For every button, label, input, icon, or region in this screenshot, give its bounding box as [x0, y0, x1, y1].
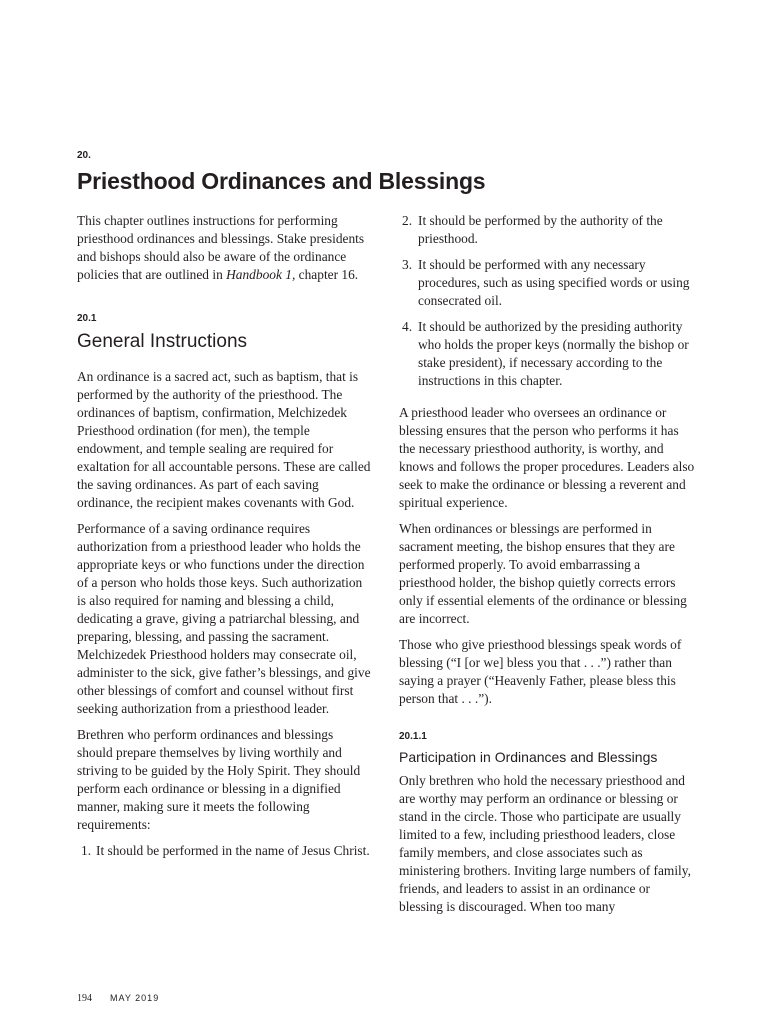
body-paragraph: Performance of a saving ordinance requires authorization from a priesthood leader who holds the appropriate keys or who functions under the direction of a person who holds those keys. Such authorization is also required for naming and blessing a child, dedicating a grave, giving a patriarchal blessing, and preparing, blessing, and passing the sacrament. Melchizedek Priesthood holders may consecrate oil, administer to the sick, give father’s blessings, and give other blessings of comfort and counsel without first seeking authorization from a priesthood leader. [77, 521, 371, 716]
body-paragraph: A priesthood leader who oversees an ordinance or blessing ensures that the person who performs it has the necessary priesthood authority, is worthy, and knows and follows the proper procedures. Leaders also seek to make the ordinance or blessing a reverent and spiritual experience. [399, 405, 695, 510]
requirements-list-continued [399, 212, 696, 390]
chapter-number: 20. [77, 150, 91, 161]
chapter-title: Priesthood Ordinances and Blessings [77, 168, 486, 194]
list-item [399, 256, 696, 310]
requirements-list [77, 842, 371, 860]
list-number: 3. [402, 257, 413, 272]
subsection-number: 20.1.1 [399, 731, 427, 742]
list-number: 1. [81, 843, 92, 858]
section-number: 20.1 [77, 313, 97, 324]
list-item-text: It should be performed with any necessary procedures, such as using specified words or using consecrated oil. [418, 257, 690, 308]
body-paragraph: Only brethren who hold the necessary priesthood and are worthy may perform an ordinance or blessing or stand in the circle. Those who participate are usually limited to a few, including priesthood leaders, close family members, and close associates such as ministering brothers. Inviting large numbers of family, friends, and leaders to assist in an ordinance or blessing is discouraged. When too many [399, 773, 691, 914]
list-number: 4. [402, 319, 413, 334]
body-paragraph: When ordinances or blessings are performed in sacrament meeting, the bishop ensures that they are performed properly. To avoid embarrassing a priesthood holder, the bishop quietly corrects errors only if essential elements of the ordinance or blessing are incorrect. [399, 521, 687, 626]
list-item [77, 842, 371, 860]
list-item-text: It should be performed by the authority of the priesthood. [418, 213, 663, 246]
left-column [77, 212, 371, 868]
body-paragraph: An ordinance is a sacred act, such as baptism, that is performed by the authority of the priesthood. The ordinances of baptism, confirmation, Melchizedek Priesthood ordination (for men), the temple endowment, and temple sealing are required for exaltation for all accountable persons. These are called the saving ordinances. As part of each saving ordinance, the recipient makes covenants with God. [77, 369, 371, 510]
page-footer [77, 993, 159, 1004]
intro-paragraph: This chapter outlines instructions for performing priesthood ordinances and blessings. Stake presidents and bishops should also be aware of the ordinance policies that are outlined in Handbook 1, chapter 16. [77, 213, 365, 282]
subsection-title: Participation in Ordinances and Blessings [399, 749, 658, 765]
list-number: 2. [402, 213, 413, 228]
body-paragraph: Brethren who perform ordinances and blessings should prepare themselves by living worthily and striving to be guided by the Holy Spirit. They should perform each ordinance or blessing in a dignified manner, making sure it meets the following requirements: [77, 727, 361, 832]
list-item [399, 318, 696, 390]
page-number: 194 [77, 993, 92, 1004]
list-item-text: It should be performed in the name of Jesus Christ. [96, 843, 370, 858]
section-title: General Instructions [77, 331, 248, 352]
list-item [399, 212, 696, 248]
footer-date: MAY 2019 [110, 993, 160, 1003]
body-paragraph: Those who give priesthood blessings speak words of blessing (“I [or we] bless you that . . .”) rather than saying a prayer (“Heavenly Father, please bless this person that . . .”). [399, 637, 682, 706]
list-item-text: It should be authorized by the presiding authority who holds the proper keys (normally the bishop or stake president), if necessary according to the instructions in this chapter. [418, 319, 689, 388]
right-column [399, 212, 696, 924]
